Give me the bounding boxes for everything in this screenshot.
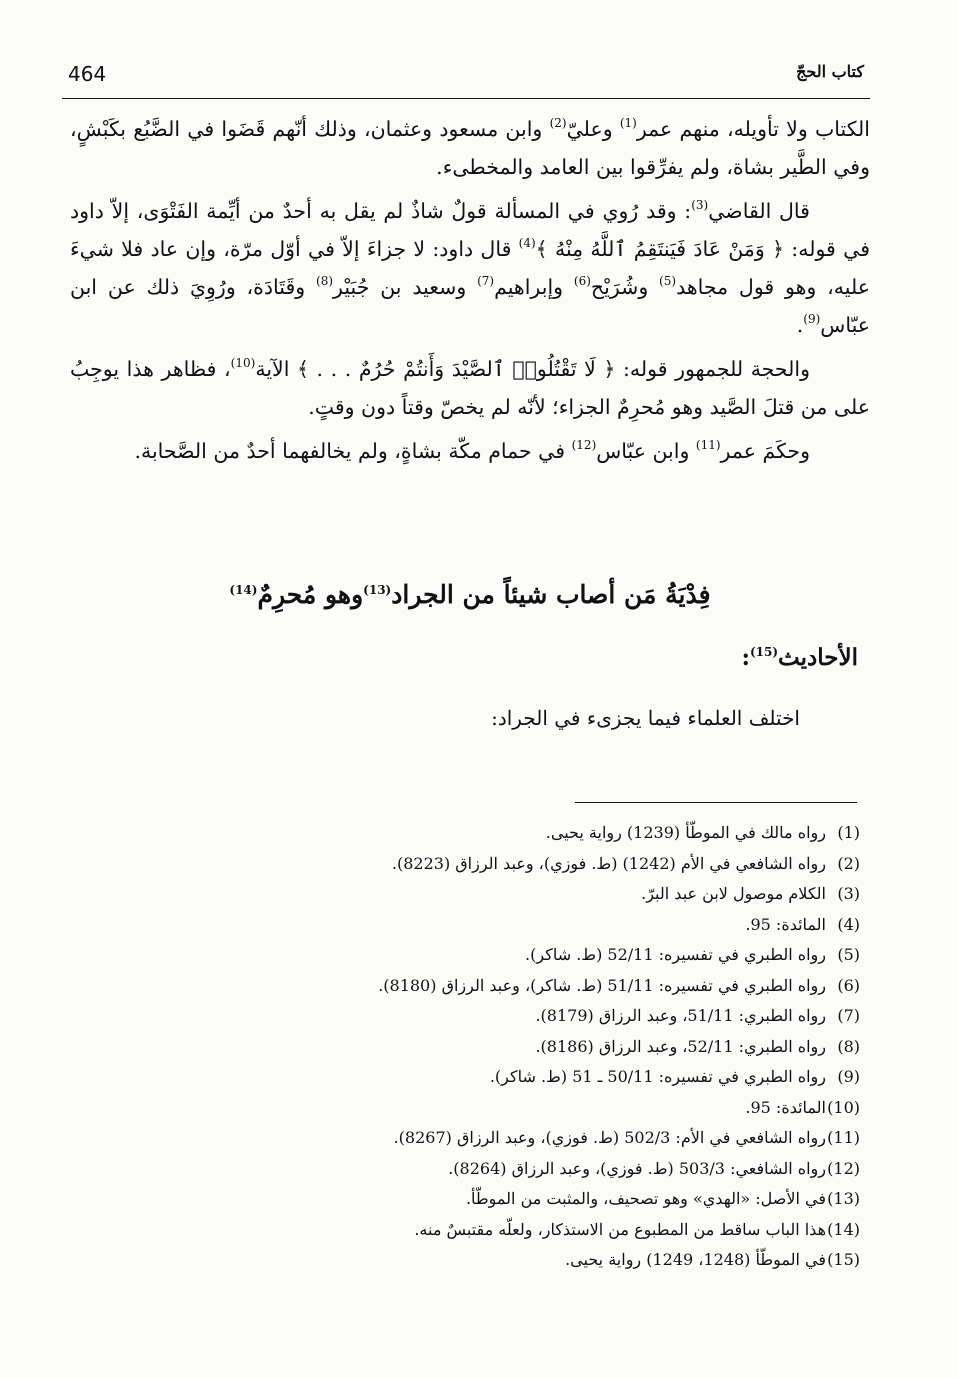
footnote-item xyxy=(70,1062,860,1093)
footnote-item xyxy=(70,940,860,971)
text-run: وعليّ xyxy=(566,117,620,141)
footnote-item xyxy=(70,818,860,849)
footnote-ref: (12) xyxy=(571,438,597,452)
footnote-text: الكلام موصول لابن عبد البرّ. xyxy=(641,884,826,903)
footnote-number: (6) xyxy=(837,975,860,995)
footnote-number: (8) xyxy=(837,1036,860,1056)
text-run: وسعيد بن جُبَيْر xyxy=(333,275,478,299)
footnote-text: رواه الطبري: 52/11، وعبد الرزاق (8186). xyxy=(535,1036,826,1056)
text-run: وقَتَادَة، ورُوِيَ ذلك عن ابن عبّاس xyxy=(70,275,870,337)
footnote-item xyxy=(70,1215,860,1246)
footnote-text: رواه الشافعي: 503/3 (ط. فوزي)، وعبد الرزاق (8264). xyxy=(448,1158,826,1178)
text-run: ، فظاهر هذا يوجِبُ على من قتلَ الصَّيد وهو مُحرِمٌ الجزاء؛ لأنّه لم يخصّ وقتاً دون وقتٍ. xyxy=(70,357,870,419)
footnote-ref: (2) xyxy=(549,116,567,130)
footnote-item xyxy=(70,910,860,941)
footnote-text: رواه الشافعي في الأم (1242) (ط. فوزي)، وعبد الرزاق (8223). xyxy=(391,853,826,873)
footnote-number: (15) xyxy=(827,1250,860,1269)
footnote-number: (3) xyxy=(837,884,860,903)
footnote-item xyxy=(70,1001,860,1032)
footnote-text: المائدة: 95. xyxy=(745,914,826,934)
footnote-ref: (4) xyxy=(518,236,536,250)
footnote-text: رواه الطبري في تفسيره: 51/11 (ط. شاكر)، وعبد الرزاق (8180). xyxy=(378,975,826,995)
main-text xyxy=(70,110,870,476)
paragraph-4 xyxy=(70,432,870,470)
footnote-item xyxy=(70,1154,860,1185)
footnote-text: رواه الطبري: 51/11، وعبد الرزاق (8179). xyxy=(535,1006,826,1025)
footnote-ref: (13) xyxy=(363,583,392,597)
footnote-text: المائدة: 95. xyxy=(745,1097,826,1117)
footnote-item xyxy=(70,971,860,1002)
footnote-rule xyxy=(575,802,857,803)
footnote-ref: (6) xyxy=(573,274,591,288)
footnote-ref: (1) xyxy=(619,116,637,130)
footnote-item xyxy=(70,1123,860,1154)
heading-text: فِدْيَةُ مَن أصاب شيئاً من الجراد xyxy=(391,580,711,609)
text-run: وشُرَيْح xyxy=(590,275,660,299)
heading-text: وهو مُحرِمٌ xyxy=(257,580,364,609)
footnote-number: (4) xyxy=(837,914,860,934)
text-run: وحكَمَ عمر xyxy=(720,439,810,463)
paragraph-1 xyxy=(70,110,870,186)
footnote-ref: (14) xyxy=(229,583,258,597)
footnote-number: (7) xyxy=(837,1006,860,1025)
text-run: الكتاب ولا تأويله، منهم عمر xyxy=(636,117,870,141)
footnote-item xyxy=(70,1245,860,1276)
footnote-number: (9) xyxy=(837,1067,860,1086)
chapter-heading xyxy=(70,580,870,609)
text-run: والحجة للجمهور قوله: ﴿ لَا تَقْتُلُوا۟ ٱلصَّيْدَ وَأَنتُمْ حُرُمٌ . . . ﴾ الآية xyxy=(255,357,810,381)
footnote-number: (14) xyxy=(827,1219,860,1239)
footnote-number: (11) xyxy=(827,1128,860,1147)
page-number: 464 xyxy=(68,62,107,86)
footnote-number: (2) xyxy=(837,853,860,873)
text-run: وابن مسعود وعثمان، وذلك أنّهم قَضَوا في الضَّبُع بكَبْشٍ، وفي الطَّير بشاة، ولم يفرِّقوا بين العامد والمخطىء. xyxy=(70,117,870,179)
footnote-text: في الأصل: «الهدي» وهو تصحيف، والمثبت من الموطّأ. xyxy=(465,1189,826,1208)
text-run: . xyxy=(796,313,804,337)
text-run: وإبراهيم xyxy=(494,275,574,299)
paragraph-3 xyxy=(70,350,870,426)
footnote-ref: (15) xyxy=(749,645,779,659)
paragraph-2 xyxy=(70,192,870,344)
footnote-ref: (9) xyxy=(803,312,821,326)
footnote-number: (13) xyxy=(827,1189,860,1208)
section-label xyxy=(70,644,858,671)
footnote-item xyxy=(70,879,860,910)
footnote-text: رواه الطبري في تفسيره: 50/11 ـ 51 (ط. شاكر). xyxy=(489,1067,826,1086)
text-run: قال القاضي xyxy=(708,199,810,223)
footnote-item xyxy=(70,1184,860,1215)
footnote-text: رواه الشافعي في الأم: 502/3 (ط. فوزي)، وعبد الرزاق (8267). xyxy=(393,1128,826,1147)
footnote-text: هذا الباب ساقط من المطبوع من الاستذكار، ولعلّه مقتبسٌ منه. xyxy=(414,1219,826,1239)
footnote-number: (10) xyxy=(827,1097,860,1117)
text-run: وابن عبّاس xyxy=(596,439,696,463)
footnote-ref: (8) xyxy=(316,274,334,288)
footnote-ref: (11) xyxy=(695,438,721,452)
footnote-ref: (10) xyxy=(230,356,256,370)
text-run: : وقد رُوي في المسألة قولٌ شاذٌ لم يقل به أحدٌ من أيِّمة الفَتْوَى، إلاّ داود في قوله: ﴿ وَمَنْ عَادَ فَيَنتَقِمُ ٱللَّهُ مِنْهُ ﴾ xyxy=(70,199,870,261)
footnote-ref: (5) xyxy=(659,274,677,288)
footnote-number: (5) xyxy=(837,945,860,964)
footnote-number: (12) xyxy=(827,1158,860,1178)
footnote-ref: (3) xyxy=(691,198,709,212)
footnotes-list xyxy=(70,818,860,1276)
intro-line: اختلف العلماء فيما يجزىء في الجراد: xyxy=(491,706,800,730)
section-label-text: الأحاديث xyxy=(778,644,858,671)
footnote-text: في الموطّأ (1248، 1249) رواية يحيى. xyxy=(565,1250,826,1269)
footnote-item xyxy=(70,1093,860,1124)
footnote-item xyxy=(70,849,860,880)
section-colon: : xyxy=(741,644,750,671)
footnote-ref: (7) xyxy=(477,274,495,288)
book-title: كتاب الحجّ xyxy=(796,62,864,81)
footnote-item xyxy=(70,1032,860,1063)
page-header xyxy=(62,58,868,98)
footnote-number: (1) xyxy=(837,823,860,842)
header-rule xyxy=(62,98,870,99)
footnote-text: رواه الطبري في تفسيره: 52/11 (ط. شاكر). xyxy=(525,945,826,964)
footnote-text: رواه مالك في الموطّأ (1239) رواية يحيى. xyxy=(545,823,826,842)
text-run: قال داود: لا جزاءَ إلاّ في أوّل مرّة، وإن عاد فلا شيءَ عليه، وهو قول مجاهد xyxy=(70,237,870,299)
text-run: في حمام مكّة بشاةٍ، ولم يخالفهما أحدٌ من الصَّحابة. xyxy=(134,439,572,463)
